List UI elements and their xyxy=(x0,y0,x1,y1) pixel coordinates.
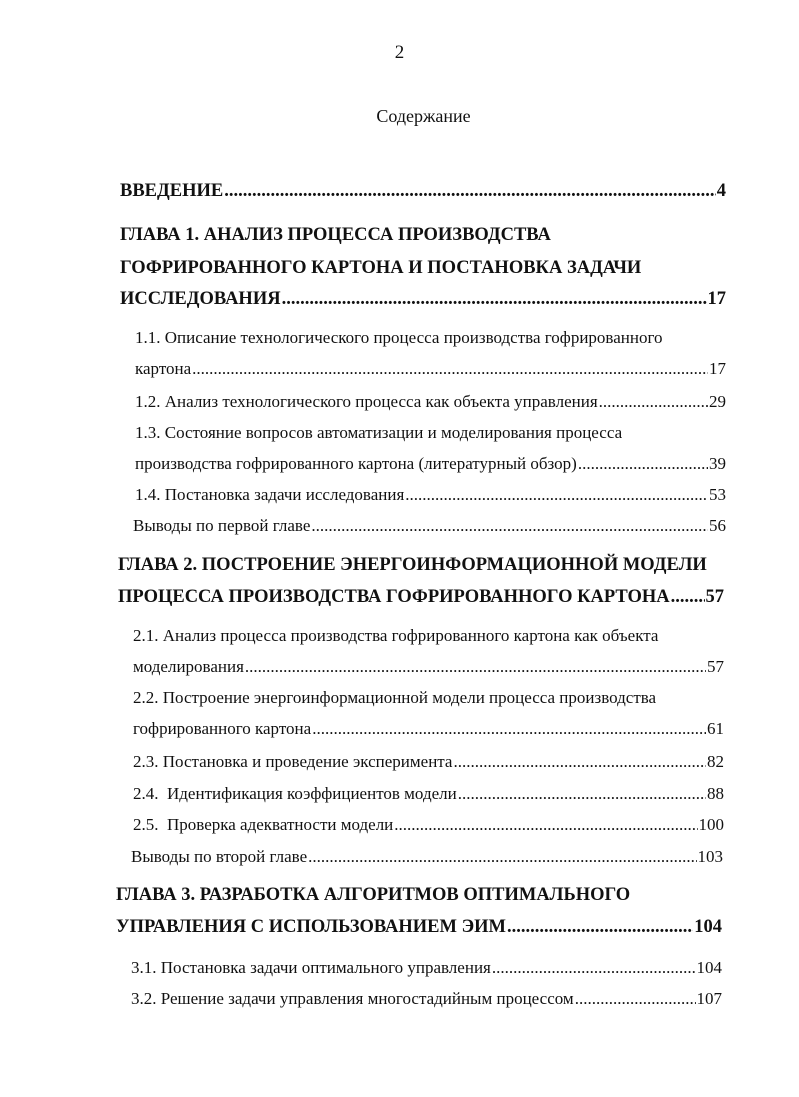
toc-leader-dots xyxy=(458,784,706,804)
toc-entry-label: 1.4. Постановка задачи исследования xyxy=(135,485,405,504)
toc-leader-dots xyxy=(311,516,708,536)
toc-entry-conclusions-1[interactable] xyxy=(133,516,726,536)
toc-entry-label: 2.3. Постановка и проведение эксперимента xyxy=(133,752,453,771)
toc-entry-3-2[interactable] xyxy=(131,989,722,1009)
toc-entry-chapter-1[interactable] xyxy=(120,289,726,310)
toc-entry-label: производства гофрированного картона (литературный обзор) xyxy=(135,454,577,473)
toc-entry-label: Выводы по второй главе xyxy=(131,847,308,866)
toc-page-number: 56 xyxy=(709,516,726,535)
toc-leader-dots xyxy=(575,989,696,1009)
toc-entry-label: 2.5. Проверка адекватности модели xyxy=(133,815,394,834)
toc-leader-dots xyxy=(671,587,705,608)
toc-entry-chapter-1-line-1[interactable]: ГЛАВА 1. АНАЛИЗ ПРОЦЕССА ПРОИЗВОДСТВА xyxy=(120,225,551,245)
toc-entry-1-1[interactable] xyxy=(135,359,726,379)
toc-page-number: 53 xyxy=(709,485,726,504)
toc-page-number: 103 xyxy=(697,847,723,866)
toc-entry-label: 1.2. Анализ технологического процесса как объекта управления xyxy=(135,392,598,411)
toc-entry-1-3-line-1[interactable]: 1.3. Состояние вопросов автоматизации и моделирования процесса xyxy=(135,423,623,442)
toc-entry-label: УПРАВЛЕНИЯ С ИСПОЛЬЗОВАНИЕМ ЭИМ xyxy=(116,917,506,937)
toc-leader-dots xyxy=(578,454,708,474)
toc-entry-1-1-line-1[interactable]: 1.1. Описание технологического процесса производства гофрированного xyxy=(135,328,663,347)
toc-page-number: 39 xyxy=(709,454,726,473)
toc-page-number: 17 xyxy=(707,289,726,309)
toc-entry-chapter-2-line-1[interactable]: ГЛАВА 2. ПОСТРОЕНИЕ ЭНЕРГОИНФОРМАЦИОННОЙ МОДЕЛИ xyxy=(118,555,707,575)
toc-page-number: 88 xyxy=(707,784,724,803)
toc-page-number: 104 xyxy=(696,958,722,977)
toc-page-number: 57 xyxy=(705,587,724,607)
toc-page-number: 61 xyxy=(707,719,724,738)
toc-leader-dots xyxy=(245,657,706,677)
toc-entry-label: ПРОЦЕССА ПРОИЗВОДСТВА ГОФРИРОВАННОГО КАРТОНА xyxy=(118,587,670,607)
toc-leader-dots xyxy=(308,847,696,867)
toc-leader-dots xyxy=(405,485,708,505)
toc-entry-2-5[interactable] xyxy=(133,815,724,835)
toc-entry-label: моделирования xyxy=(133,657,244,676)
toc-page-number: 29 xyxy=(709,392,726,411)
toc-leader-dots xyxy=(599,392,708,412)
toc-leader-dots xyxy=(224,181,716,202)
toc-entry-chapter-3-line-1[interactable]: ГЛАВА 3. РАЗРАБОТКА АЛГОРИТМОВ ОПТИМАЛЬНОГО xyxy=(116,885,631,905)
toc-entry-1-3[interactable] xyxy=(135,454,726,474)
toc-page-number: 82 xyxy=(707,752,724,771)
toc-entry-2-1[interactable] xyxy=(133,657,724,677)
toc-entry-label: гофрированного картона xyxy=(133,719,312,738)
toc-entry-introduction[interactable] xyxy=(120,181,726,202)
toc-entry-2-4[interactable] xyxy=(133,784,724,804)
toc-entry-chapter-3[interactable] xyxy=(116,917,722,938)
toc-entry-label: 3.2. Решение задачи управления многостадийным процессом xyxy=(131,989,574,1008)
toc-leader-dots xyxy=(492,958,696,978)
toc-entry-label: ВВЕДЕНИЕ xyxy=(120,181,224,201)
toc-entry-2-3[interactable] xyxy=(133,752,724,772)
toc-page-number: 57 xyxy=(707,657,724,676)
toc-leader-dots xyxy=(282,289,707,310)
toc-entry-1-2[interactable] xyxy=(135,392,726,412)
toc-entry-label: 2.4. Идентификация коэффициентов модели xyxy=(133,784,457,803)
toc-entry-2-2[interactable] xyxy=(133,719,724,739)
toc-entry-label: ИССЛЕДОВАНИЯ xyxy=(120,289,281,309)
toc-entry-conclusions-2[interactable] xyxy=(131,847,723,867)
toc-leader-dots xyxy=(453,752,706,772)
toc-leader-dots xyxy=(312,719,706,739)
toc-entry-label: 3.1. Постановка задачи оптимального управления xyxy=(131,958,491,977)
toc-page-number: 107 xyxy=(696,989,722,1008)
toc-entry-chapter-1-line-2[interactable]: ГОФРИРОВАННОГО КАРТОНА И ПОСТАНОВКА ЗАДАЧИ xyxy=(120,258,642,278)
toc-entry-label: картона xyxy=(135,359,192,378)
toc-leader-dots xyxy=(192,359,708,379)
page-title: Содержание xyxy=(376,106,471,126)
toc-entry-1-4[interactable] xyxy=(135,485,726,505)
toc-entry-3-1[interactable] xyxy=(131,958,722,978)
toc-leader-dots xyxy=(507,917,693,938)
toc-page-number: 100 xyxy=(698,815,724,834)
page-number: 2 xyxy=(394,42,405,63)
toc-page-number: 17 xyxy=(709,359,726,378)
toc-page-number: 4 xyxy=(716,181,726,201)
toc-entry-label: Выводы по первой главе xyxy=(133,516,311,535)
toc-leader-dots xyxy=(394,815,697,835)
toc-page-number: 104 xyxy=(694,917,722,937)
toc-entry-2-1-line-1[interactable]: 2.1. Анализ процесса производства гофрированного картона как объекта xyxy=(133,626,659,645)
toc-entry-chapter-2[interactable] xyxy=(118,587,724,608)
toc-entry-2-2-line-1[interactable]: 2.2. Построение энергоинформационной модели процесса производства xyxy=(133,688,657,707)
